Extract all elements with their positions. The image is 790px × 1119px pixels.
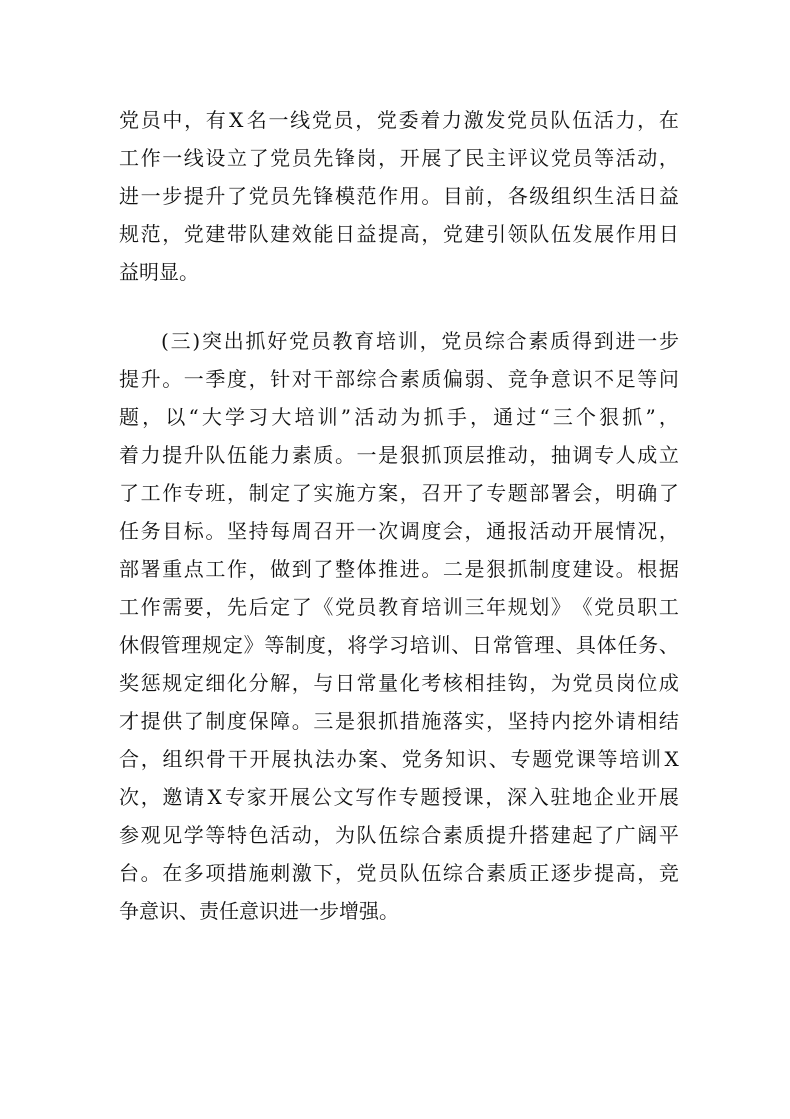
text-line: 了 工 作 专 班 ， 制 定 了 实 施 方 案 ， 召 开 了 专 题 部 署 会 ， 明 确 了 <box>119 481 679 505</box>
text-line: 着 力 提 升 队 伍 能 力 素 质 。 一 是 狠 抓 顶 层 推 动 ， 抽 调 专 人 成 立 <box>119 443 679 467</box>
text-line: 部 署 重 点 工 作 ， 做 到 了 整 体 推 进 。 二 是 狠 抓 制 度 建 设 。 根 据 <box>119 557 679 581</box>
text-line: 休 假 管 理 规 定 》 等 制 度 ， 将 学 习 培 训 、 日 常 管 理 、 具 体 任 务 、 <box>119 633 679 657</box>
text-line: 党 员 中 ， 有 X 名 一 线 党 员 ， 党 委 着 力 激 发 党 员 队 伍 活 力 ， 在 <box>119 108 679 132</box>
section-heading-line: ( 三 ) 突 出 抓 好 党 员 教 育 培 训 ， 党 员 综 合 素 质 得 到 进 一 步 <box>161 329 679 353</box>
text-line: 任 务 目 标 。 坚 持 每 周 召 开 一 次 调 度 会 ， 通 报 活 动 开 展 情 况 ， <box>119 519 679 543</box>
text-line: 题 ， 以 “ 大 学 习 大 培 训 ” 活 动 为 抓 手 ， 通 过 “ 三 个 狠 抓 ” ， <box>119 405 679 429</box>
text-line: 提 升 。 一 季 度 ， 针 对 干 部 综 合 素 质 偏 弱 、 竞 争 意 识 不 足 等 问 <box>119 367 679 391</box>
text-line: 台 。 在 多 项 措 施 刺 激 下 ， 党 员 队 伍 综 合 素 质 正 逐 步 提 高 ， 竞 <box>119 861 679 885</box>
text-line: 才 提 供 了 制 度 保 障 。 三 是 狠 抓 措 施 落 实 ， 坚 持 内 挖 外 请 相 结 <box>119 709 679 733</box>
text-line: 规 范 ， 党 建 带 队 建 效 能 日 益 提 高 ， 党 建 引 领 队 伍 发 展 作 用 日 <box>119 222 679 246</box>
text-line: 奖 惩 规 定 细 化 分 解 ， 与 日 常 量 化 考 核 相 挂 钩 ， 为 党 员 岗 位 成 <box>119 671 679 695</box>
text-line: 争意识、责任意识进一步增强。 <box>119 899 399 923</box>
text-line: 合 ， 组 织 骨 干 开 展 执 法 办 案 、 党 务 知 识 、 专 题 党 课 等 培 训 X <box>119 747 679 771</box>
text-line: 工 作 需 要 ， 先 后 定 了 《 党 员 教 育 培 训 三 年 规 划 》 《 党 员 职 工 <box>119 595 679 619</box>
text-line: 益明显。 <box>119 260 199 284</box>
text-line: 参 观 见 学 等 特 色 活 动 ， 为 队 伍 综 合 素 质 提 升 搭 建 起 了 广 阔 平 <box>119 823 679 847</box>
text-line: 工 作 一 线 设 立 了 党 员 先 锋 岗 ， 开 展 了 民 主 评 议 党 员 等 活 动 ， <box>119 146 679 170</box>
text-line: 进 一 步 提 升 了 党 员 先 锋 模 范 作 用 。 目 前 ， 各 级 组 织 生 活 日 益 <box>119 184 679 208</box>
text-line: 次 ， 邀 请 X 专 家 开 展 公 文 写 作 专 题 授 课 ， 深 入 驻 地 企 业 开 展 <box>119 785 679 809</box>
